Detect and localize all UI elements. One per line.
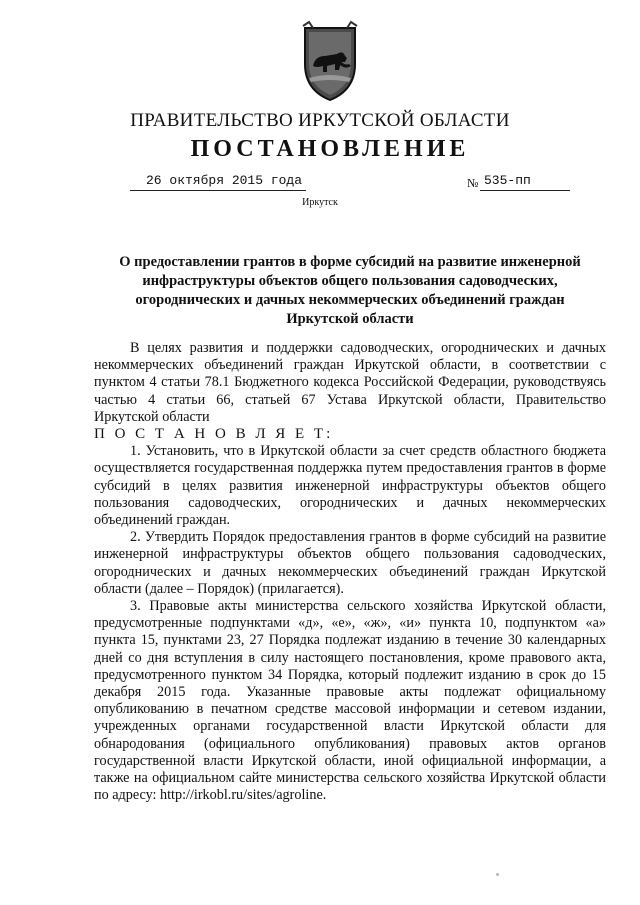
item-paragraph-2: 2. Утвердить Порядок предоставления грантов в форме субсидий на развитие инженерной инфраструктуры объектов общего пользования садоводческих, огороднических и дачных некоммерческих объединений граждан Иркутской области (далее – Порядок) (прилагается). — [94, 529, 606, 597]
government-title: ПРАВИТЕЛЬСТВО ИРКУТСКОЙ ОБЛАСТИ — [130, 110, 510, 131]
item-paragraph-3: 3. Правовые акты министерства сельского хозяйства Иркутской области, предусмотренные подпунктами «д», «е», «ж», «и» пункта 10, подпунктом «а» пункта 15, пунктами 23, 27 Порядка подлежат изданию в течение 30 календарных дней со дня вступления в силу настоящего постановления, кроме правового акта, предусмотренного пунктом 34 Порядка, который подлежит изданию в срок до 15 декабря 2015 года. Указанные правовые акты подлежат официальному опубликованию в печатном средстве массовой информации и сетевом издании, учрежденных органами государственной власти Иркутской области для обнародования (официального опубликования) правовых актов органов государственной власти Иркутской области, иной официальной информации, а также на официальном сайте министерства сельского хозяйства Иркутской области по адресу: http://irkobl.ru/sites/agroline. — [94, 598, 606, 804]
scan-speck — [496, 873, 499, 876]
number-sign: № — [467, 176, 479, 190]
city-label: Иркутск — [302, 197, 338, 208]
date-underline — [130, 190, 306, 191]
irkutsk-coat-of-arms-icon — [299, 20, 361, 102]
document-number: 535-пп — [484, 173, 531, 188]
document-type-title: ПОСТАНОВЛЕНИЕ — [190, 136, 470, 162]
document-date: 26 октября 2015 года — [146, 173, 303, 188]
document-subject: О предоставлении грантов в форме субсидий на развитие инженерной инфраструктуры объектов общего пользования садоводческих, огороднических и дачных некоммерческих объединений граждан Иркутской области — [119, 254, 581, 327]
decree-heading: П О С Т А Н О В Л Я Е Т: — [94, 426, 334, 443]
item-paragraph-1: 1. Установить, что в Иркутской области за счет средств областного бюджета осуществляется государственная поддержка путем предоставления грантов в форме субсидий в целях развития инженерной инфраструктуры объектов общего пользования садоводческих, огороднических и дачных некоммерческих объединений граждан. — [94, 443, 606, 529]
document-body — [94, 340, 606, 804]
preamble-paragraph: В целях развития и поддержки садоводческих, огороднических и дачных некоммерческих объединений граждан Иркутской области, в соответствии с пунктом 4 статьи 78.1 Бюджетного кодекса Российской Федерации, руководствуясь частью 4 статьи 66, статьей 67 Устава Иркутской области, Правительство Иркутской области — [94, 340, 606, 425]
number-underline — [480, 190, 570, 191]
